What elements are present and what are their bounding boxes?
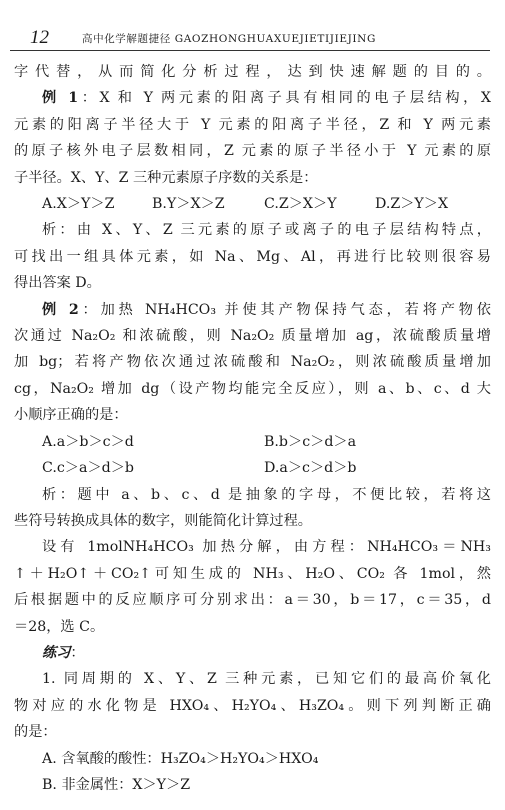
- text-line: 的原子核外电子层数相同，Z 元素的原子半径小于 Y 元素的原: [14, 143, 491, 160]
- text-line: 的是：: [14, 724, 57, 741]
- page-number: 12: [30, 27, 49, 48]
- practice-heading: [14, 640, 491, 666]
- text-line: cg，Na₂O₂ 增加 dg（设产物均能完全反应），则 a、b、c、d 大: [14, 380, 491, 397]
- option-c: C.Z＞X＞Y: [264, 196, 337, 213]
- header-rule: [10, 50, 490, 51]
- text-line: 析：题中 a、b、c、d 是抽象的字母，不便比较，若将这: [42, 486, 491, 503]
- text-line: 析：由 X、Y、Z 三元素的原子或离子的电子层结构特点，: [42, 222, 491, 239]
- text-line: ↑＋H₂O↑＋CO₂↑可知生成的 NH₃、H₂O、CO₂ 各 1mol，然: [14, 565, 491, 582]
- running-title: 高中化学解题捷径 GAOZHONGHUAXUEJIETIJIEJING: [82, 33, 376, 45]
- option-d: D.Z＞Y＞X: [375, 196, 449, 213]
- text-line: 可找出一组具体元素，如 Na、Mg、Al，再进行比较则很容易: [14, 248, 491, 265]
- option-a: A.X＞Y＞Z: [42, 196, 115, 213]
- text-line: 子半径。X、Y、Z 三种元素原子序数的关系是：: [14, 169, 318, 186]
- question-1-option-b: B. 非金属性：X＞Y＞Z: [42, 776, 191, 793]
- text-line: 得出答案 D。: [14, 275, 101, 292]
- example-label: 例 2: [42, 301, 79, 318]
- practice-colon: ：: [70, 644, 85, 661]
- text-line: ：加热 NH₄HCO₃ 并使其产物保持气态，若将产物依: [78, 301, 491, 318]
- option-a: A.a＞b＞c＞d: [42, 433, 134, 450]
- text-line: 1. 同周期的 X、Y、Z 三种元素，已知它们的最高价氧化: [42, 671, 491, 688]
- page-body: [14, 59, 491, 798]
- page-header: [30, 22, 490, 52]
- text-line: 字代替，从而简化分析过程，达到快速解题的目的。: [14, 64, 491, 80]
- text-line: 些符号转换成具体的数字，则能简化计算过程。: [14, 512, 312, 529]
- example-1-stem: [14, 85, 491, 111]
- question-1-option-a: A. 含氧酸的酸性：H₃ZO₄＞H₂YO₄＞HXO₄: [42, 750, 319, 767]
- text-line: ：X 和 Y 两元素的阳离子具有相同的电子层结构，X: [78, 90, 491, 107]
- text-line: 小顺序正确的是：: [14, 407, 128, 424]
- option-b: B.b＞c＞d＞a: [264, 433, 357, 450]
- text-line: 次通过 Na₂O₂ 和浓硫酸，则 Na₂O₂ 质量增加 ag，浓硫酸质量增: [14, 328, 491, 345]
- option-c: C.c＞a＞d＞b: [42, 460, 134, 477]
- option-d: D.a＞c＞d＞b: [264, 460, 357, 477]
- example-1-options: [14, 191, 491, 217]
- option-b: B.Y＞X＞Z: [152, 196, 225, 213]
- text-line: 加 bg；若将产物依次通过浓硫酸和 Na₂O₂，则浓硫酸质量增加: [14, 354, 491, 371]
- text-line: 设有 1molNH₄HCO₃ 加热分解，由方程：NH₄HCO₃＝NH₃: [42, 539, 491, 556]
- example-label: 例 1: [42, 90, 79, 107]
- text-line: 元素的阳离子半径大于 Y 元素的阳离子半径，Z 和 Y 两元素: [14, 116, 491, 133]
- example-2-options-row-1: [14, 429, 491, 455]
- practice-label: 练习: [42, 644, 71, 661]
- text-line: 后根据题中的反应顺序可分别求出：a＝30，b＝17，c＝35，d: [14, 592, 491, 609]
- text-line: 物对应的水化物是 HXO₄、H₂YO₄、H₃ZO₄。则下列判断正确: [14, 697, 491, 714]
- text-line: ＝28，选 C。: [14, 618, 105, 635]
- example-2-options-row-2: [14, 455, 491, 481]
- example-2-stem: [14, 297, 491, 323]
